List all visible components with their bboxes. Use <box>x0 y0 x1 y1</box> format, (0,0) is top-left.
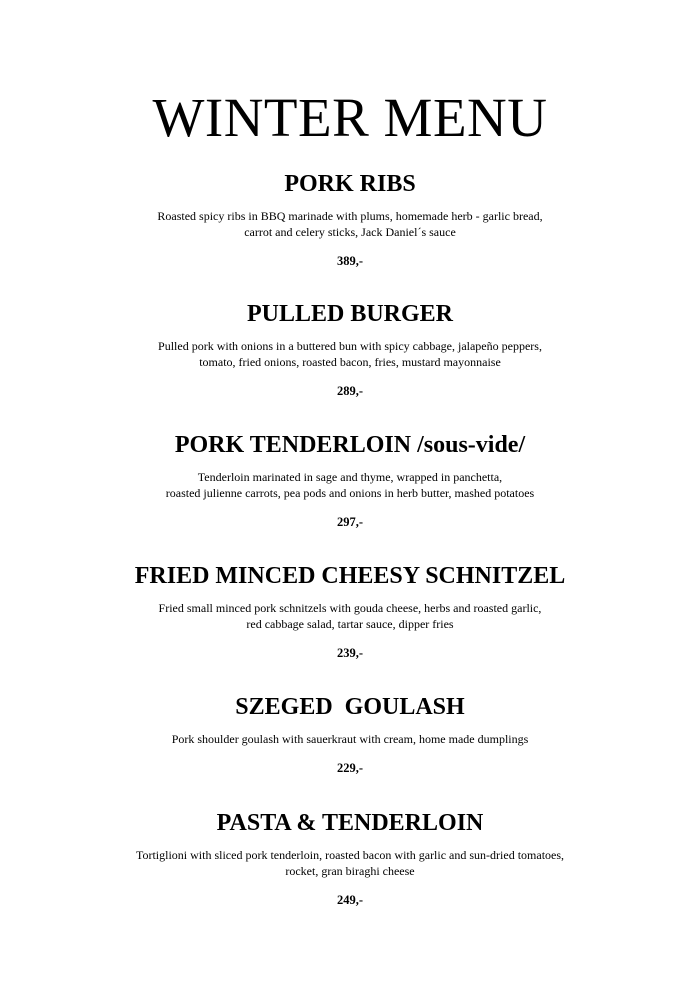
dish-fried-minced-cheesy-schnitzel <box>0 562 700 661</box>
dish-price: 389,- <box>336 254 364 268</box>
dish-description <box>0 338 700 370</box>
menu-title: WINTER MENU <box>152 87 548 148</box>
dish-pulled-burger <box>0 300 700 399</box>
dish-description <box>0 600 700 632</box>
dish-name: PORK TENDERLOIN /sous-vide/ <box>174 432 526 458</box>
dish-price: 289,- <box>336 384 364 398</box>
dish-description-line: carrot and celery sticks, Jack Daniel´s sauce <box>244 225 456 239</box>
dish-name: PULLED BURGER <box>246 301 454 327</box>
dish-description-line: rocket, gran biraghi cheese <box>285 864 415 878</box>
dish-szeged-goulash <box>0 693 700 776</box>
dish-description <box>0 208 700 240</box>
dish-description-line: Fried small minced pork schnitzels with gouda cheese, herbs and roasted garlic, <box>158 601 542 615</box>
dish-description-line: tomato, fried onions, roasted bacon, fries, mustard mayonnaise <box>199 355 501 369</box>
dish-pork-tenderloin <box>0 431 700 530</box>
dish-name: FRIED MINCED CHEESY SCHNITZEL <box>134 563 566 589</box>
dish-name: PASTA & TENDERLOIN <box>216 810 484 836</box>
dish-name: SZEGED GOULASH <box>235 694 465 720</box>
dish-description-line: Roasted spicy ribs in BBQ marinade with plums, homemade herb - garlic bread, <box>157 209 543 223</box>
dish-description <box>0 847 700 879</box>
dish-description-line: roasted julienne carrots, pea pods and onions in herb butter, mashed potatoes <box>165 486 535 500</box>
dish-description-line: red cabbage salad, tartar sauce, dipper fries <box>246 617 454 631</box>
dish-description-line: Tortiglioni with sliced pork tenderloin, roasted bacon with garlic and sun-dried tomatoes, <box>135 848 565 862</box>
dish-pork-ribs <box>0 170 700 269</box>
dish-description <box>0 469 700 501</box>
dish-name: PORK RIBS <box>284 171 416 197</box>
dish-pasta-and-tenderloin <box>0 809 700 908</box>
dish-description-line: Pulled pork with onions in a buttered bun with spicy cabbage, jalapeño peppers, <box>158 339 542 353</box>
dish-price: 249,- <box>336 893 364 907</box>
dish-price: 239,- <box>336 646 364 660</box>
dish-description <box>0 731 700 747</box>
dish-price: 229,- <box>336 761 364 775</box>
dish-description-line: Tenderloin marinated in sage and thyme, wrapped in panchetta, <box>197 470 503 484</box>
dish-description-line: Pork shoulder goulash with sauerkraut with cream, home made dumplings <box>171 732 529 746</box>
dish-price: 297,- <box>336 515 364 529</box>
